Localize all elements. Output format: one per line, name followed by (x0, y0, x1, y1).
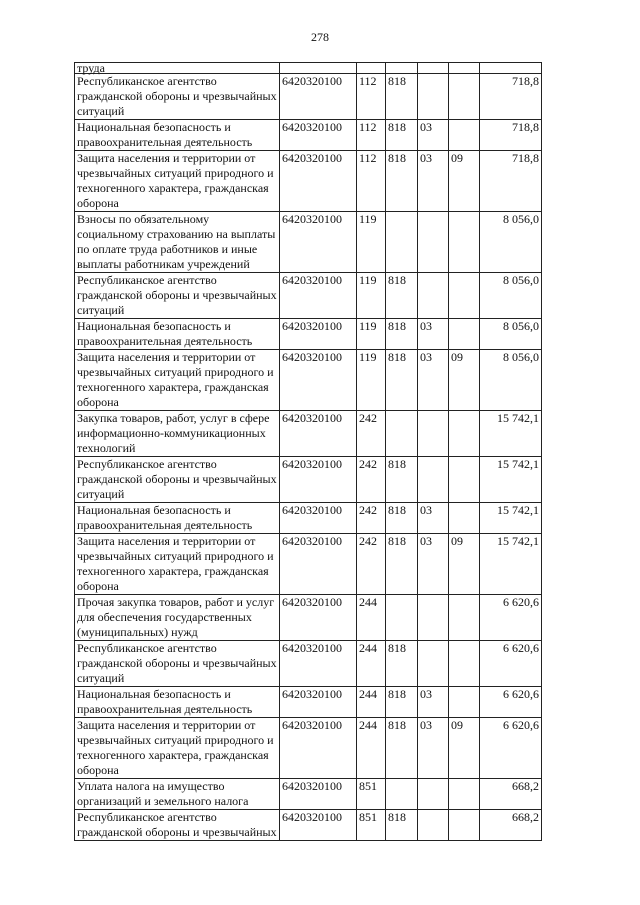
subsection-code-cell (449, 212, 480, 273)
amount-cell: 6 620,6 (480, 687, 542, 718)
table-row (75, 503, 542, 534)
amount-cell: 15 742,1 (480, 503, 542, 534)
subsection-code-cell (449, 273, 480, 319)
section-code-cell: 03 (418, 687, 449, 718)
row-name-cell: Закупка товаров, работ, услуг в сфере информационно-коммуникационных технологий (75, 411, 280, 457)
section-code-cell: 03 (418, 350, 449, 411)
section-code-cell (418, 63, 449, 74)
amount-cell: 668,2 (480, 779, 542, 810)
table-row (75, 779, 542, 810)
expense-type-code-cell: 242 (357, 457, 386, 503)
table-row (75, 534, 542, 595)
budget-table-body (75, 63, 542, 841)
subsection-code-cell (449, 63, 480, 74)
row-name-cell: Защита населения и территории от чрезвычайных ситуаций природного и техногенного характера, гражданская оборона (75, 350, 280, 411)
target-article-code-cell: 6420320100 (280, 457, 357, 503)
department-code-cell (386, 779, 418, 810)
row-name-cell: Прочая закупка товаров, работ и услуг для обеспечения государственных (муниципальных) нужд (75, 595, 280, 641)
table-row (75, 687, 542, 718)
table-row (75, 457, 542, 503)
subsection-code-cell (449, 779, 480, 810)
target-article-code-cell: 6420320100 (280, 687, 357, 718)
subsection-code-cell (449, 595, 480, 641)
subsection-code-cell: 09 (449, 350, 480, 411)
amount-cell: 668,2 (480, 810, 542, 841)
expense-type-code-cell: 244 (357, 718, 386, 779)
row-name-cell: Национальная безопасность и правоохранительная деятельность (75, 120, 280, 151)
expense-type-code-cell (357, 63, 386, 74)
subsection-code-cell (449, 74, 480, 120)
row-name-cell: Уплата налога на имущество организаций и земельного налога (75, 779, 280, 810)
row-name-cell: Защита населения и территории от чрезвычайных ситуаций природного и техногенного характера, гражданская оборона (75, 718, 280, 779)
table-row (75, 718, 542, 779)
department-code-cell: 818 (386, 120, 418, 151)
expense-type-code-cell: 242 (357, 411, 386, 457)
department-code-cell: 818 (386, 74, 418, 120)
department-code-cell: 818 (386, 810, 418, 841)
expense-type-code-cell: 112 (357, 151, 386, 212)
section-code-cell: 03 (418, 120, 449, 151)
target-article-code-cell: 6420320100 (280, 503, 357, 534)
section-code-cell (418, 595, 449, 641)
expense-type-code-cell: 244 (357, 687, 386, 718)
subsection-code-cell (449, 411, 480, 457)
table-row (75, 350, 542, 411)
expense-type-code-cell: 119 (357, 319, 386, 350)
table-row (75, 319, 542, 350)
department-code-cell: 818 (386, 319, 418, 350)
expense-type-code-cell: 242 (357, 503, 386, 534)
department-code-cell (386, 212, 418, 273)
target-article-code-cell: 6420320100 (280, 779, 357, 810)
subsection-code-cell: 09 (449, 534, 480, 595)
row-name-cell: Республиканское агентство гражданской обороны и чрезвычайных ситуаций (75, 457, 280, 503)
target-article-code-cell: 6420320100 (280, 151, 357, 212)
subsection-code-cell (449, 641, 480, 687)
amount-cell: 6 620,6 (480, 641, 542, 687)
department-code-cell: 818 (386, 273, 418, 319)
target-article-code-cell: 6420320100 (280, 595, 357, 641)
target-article-code-cell: 6420320100 (280, 350, 357, 411)
section-code-cell: 03 (418, 718, 449, 779)
expense-type-code-cell: 119 (357, 273, 386, 319)
section-code-cell (418, 779, 449, 810)
row-name-cell: Защита населения и территории от чрезвычайных ситуаций природного и техногенного характера, гражданская оборона (75, 151, 280, 212)
expense-type-code-cell: 112 (357, 74, 386, 120)
subsection-code-cell (449, 319, 480, 350)
expense-type-code-cell: 851 (357, 810, 386, 841)
table-row (75, 273, 542, 319)
target-article-code-cell: 6420320100 (280, 212, 357, 273)
subsection-code-cell (449, 810, 480, 841)
row-name-cell: Республиканское агентство гражданской обороны и чрезвычайных ситуаций (75, 273, 280, 319)
expense-type-code-cell: 119 (357, 350, 386, 411)
section-code-cell (418, 212, 449, 273)
department-code-cell (386, 411, 418, 457)
section-code-cell: 03 (418, 503, 449, 534)
subsection-code-cell: 09 (449, 151, 480, 212)
table-row (75, 595, 542, 641)
subsection-code-cell (449, 457, 480, 503)
expense-type-code-cell: 242 (357, 534, 386, 595)
amount-cell: 718,8 (480, 151, 542, 212)
table-row (75, 411, 542, 457)
budget-table (74, 62, 542, 841)
target-article-code-cell: 6420320100 (280, 641, 357, 687)
target-article-code-cell: 6420320100 (280, 273, 357, 319)
row-name-cell: Республиканское агентство гражданской обороны и чрезвычайных ситуаций (75, 74, 280, 120)
amount-cell: 6 620,6 (480, 718, 542, 779)
section-code-cell: 03 (418, 319, 449, 350)
subsection-code-cell (449, 503, 480, 534)
department-code-cell: 818 (386, 718, 418, 779)
expense-type-code-cell: 112 (357, 120, 386, 151)
amount-cell: 15 742,1 (480, 411, 542, 457)
table-row (75, 810, 542, 841)
row-name-cell: Республиканское агентство гражданской обороны и чрезвычайных (75, 810, 280, 841)
department-code-cell: 818 (386, 641, 418, 687)
amount-cell: 718,8 (480, 120, 542, 151)
department-code-cell: 818 (386, 457, 418, 503)
department-code-cell: 818 (386, 503, 418, 534)
amount-cell: 8 056,0 (480, 319, 542, 350)
section-code-cell (418, 641, 449, 687)
row-name-cell: Национальная безопасность и правоохранительная деятельность (75, 319, 280, 350)
section-code-cell: 03 (418, 151, 449, 212)
target-article-code-cell: 6420320100 (280, 74, 357, 120)
amount-cell: 15 742,1 (480, 534, 542, 595)
section-code-cell: 03 (418, 534, 449, 595)
expense-type-code-cell: 851 (357, 779, 386, 810)
amount-cell: 15 742,1 (480, 457, 542, 503)
department-code-cell: 818 (386, 534, 418, 595)
table-row (75, 74, 542, 120)
section-code-cell (418, 457, 449, 503)
section-code-cell (418, 411, 449, 457)
table-row (75, 63, 542, 74)
subsection-code-cell (449, 120, 480, 151)
section-code-cell (418, 273, 449, 319)
target-article-code-cell: 6420320100 (280, 718, 357, 779)
department-code-cell (386, 595, 418, 641)
section-code-cell (418, 74, 449, 120)
row-name-cell: Защита населения и территории от чрезвычайных ситуаций природного и техногенного характера, гражданская оборона (75, 534, 280, 595)
table-row (75, 120, 542, 151)
amount-cell (480, 63, 542, 74)
amount-cell: 718,8 (480, 74, 542, 120)
row-name-cell: Национальная безопасность и правоохранительная деятельность (75, 503, 280, 534)
target-article-code-cell (280, 63, 357, 74)
row-name-cell: Республиканское агентство гражданской обороны и чрезвычайных ситуаций (75, 641, 280, 687)
section-code-cell (418, 810, 449, 841)
department-code-cell: 818 (386, 151, 418, 212)
target-article-code-cell: 6420320100 (280, 534, 357, 595)
amount-cell: 8 056,0 (480, 273, 542, 319)
row-name-cell: труда (75, 63, 280, 74)
expense-type-code-cell: 244 (357, 641, 386, 687)
amount-cell: 8 056,0 (480, 212, 542, 273)
row-name-cell: Национальная безопасность и правоохранительная деятельность (75, 687, 280, 718)
row-name-cell: Взносы по обязательному социальному страхованию на выплаты по оплате труда работников и иные выплаты работникам учреждений (75, 212, 280, 273)
table-row (75, 212, 542, 273)
department-code-cell: 818 (386, 687, 418, 718)
target-article-code-cell: 6420320100 (280, 810, 357, 841)
table-row (75, 151, 542, 212)
page-number: 278 (311, 30, 329, 44)
subsection-code-cell: 09 (449, 718, 480, 779)
table-row (75, 641, 542, 687)
subsection-code-cell (449, 687, 480, 718)
expense-type-code-cell: 244 (357, 595, 386, 641)
amount-cell: 6 620,6 (480, 595, 542, 641)
amount-cell: 8 056,0 (480, 350, 542, 411)
target-article-code-cell: 6420320100 (280, 411, 357, 457)
expense-type-code-cell: 119 (357, 212, 386, 273)
target-article-code-cell: 6420320100 (280, 120, 357, 151)
department-code-cell (386, 63, 418, 74)
department-code-cell: 818 (386, 350, 418, 411)
target-article-code-cell: 6420320100 (280, 319, 357, 350)
